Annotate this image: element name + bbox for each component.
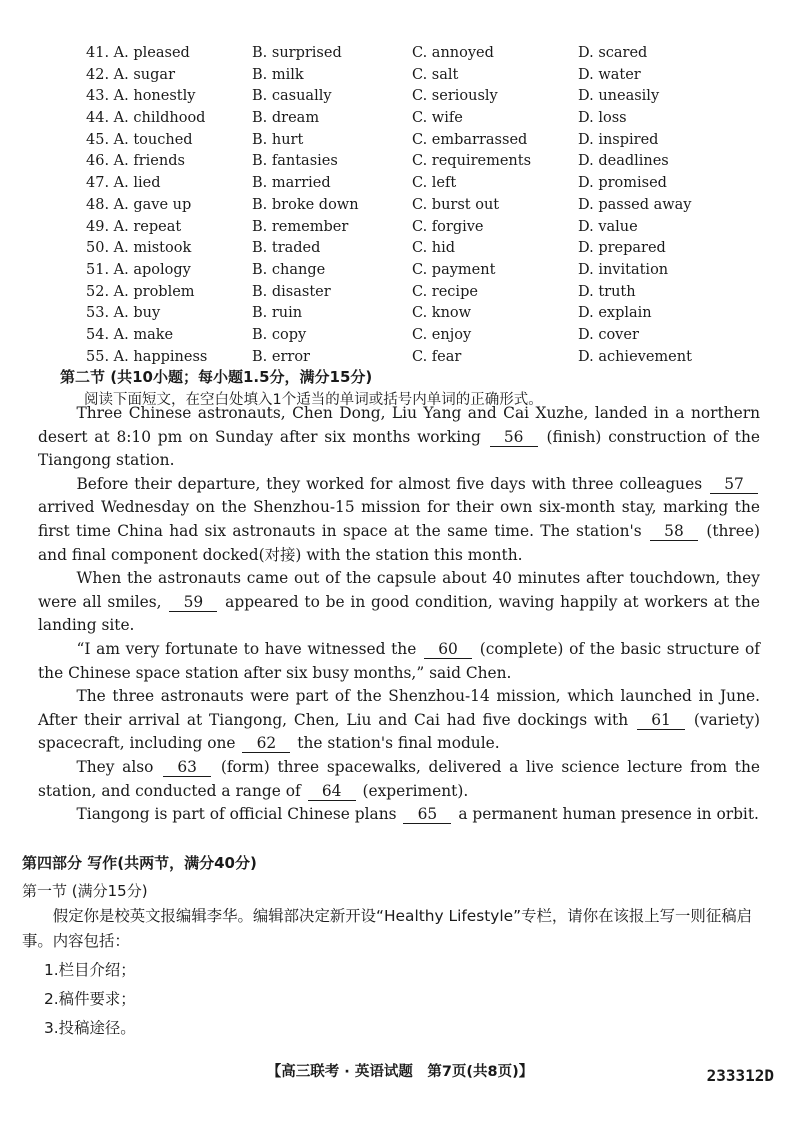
option-a[interactable]: 47. A. lied [86,175,161,192]
option-b[interactable]: B. error [252,348,310,365]
paragraph: When the astronauts came out of the capsule about 40 minutes after touchdown, they were all smiles, 59 appeared to be in good condition, waving happily at workers at the landing site. [38,569,760,635]
choice-row [0,325,800,347]
exam-code: 233312D [706,1066,774,1085]
option-c[interactable]: C. payment [412,261,496,278]
paragraph: They also 63 (form) three spacewalks, delivered a live science lecture from the station, and conducted a range of 64 (experiment). [38,757,760,800]
option-b[interactable]: B. copy [252,326,307,343]
option-b[interactable]: B. casually [252,88,332,105]
section-heading: 第二节 (共10小题；每小题1.5分，满分15分) [60,368,373,386]
option-b[interactable]: B. dream [252,110,320,127]
paragraph: The three astronauts were part of the Shenzhou-14 mission, which launched in June. After their arrival at Tiangong, Chen, Liu and Cai had five dockings with 61 (variety) spacecraft, including one 62 the station's final module. [38,687,760,753]
option-d[interactable]: D. truth [578,283,636,300]
choice-row [0,173,800,195]
option-a[interactable]: 45. A. touched [86,131,193,148]
option-a[interactable]: 53. A. buy [86,305,161,322]
option-a[interactable]: 41. A. pleased [86,45,190,61]
choice-row [0,260,800,282]
option-b[interactable]: B. milk [252,66,304,83]
requirement-item: 3.投稿途径。 [44,1019,136,1037]
section-instruction: 阅读下面短文，在空白处填入1个适当的单词或括号内单词的正确形式。 [84,392,543,408]
paragraph: Three Chinese astronauts, Chen Dong, Liu Yang and Cai Xuzhe, landed in a northern desert at 8:10 pm on Sunday after six months working 56 (finish) construction of the Tiangong station. [38,404,761,470]
option-c[interactable]: C. salt [412,66,459,83]
blank-62[interactable]: 62 [242,735,290,753]
option-a[interactable]: 52. A. problem [86,283,195,300]
option-c[interactable]: C. left [412,175,457,192]
option-c[interactable]: C. forgive [412,218,484,235]
option-d[interactable]: D. explain [578,305,652,322]
option-c[interactable]: C. wife [412,110,463,127]
option-d[interactable]: D. inspired [578,131,659,148]
choice-row [0,43,800,65]
option-d[interactable]: D. value [578,218,638,235]
choice-row [0,151,800,173]
paragraph: Tiangong is part of official Chinese plans 65 a permanent human presence in orbit. [76,805,759,824]
blank-59[interactable]: 59 [169,594,217,612]
option-d[interactable]: D. water [578,66,641,83]
option-d[interactable]: D. uneasily [578,88,660,105]
option-c[interactable]: C. recipe [412,283,478,300]
option-c[interactable]: C. hid [412,240,456,257]
option-b[interactable]: B. disaster [252,283,331,300]
option-d[interactable]: D. scared [578,45,648,61]
option-a[interactable]: 42. A. sugar [86,66,175,83]
choice-row [0,86,800,108]
option-b[interactable]: B. hurt [252,131,304,148]
option-b[interactable]: B. fantasies [252,153,338,170]
page-footer: 【高三联考 · 英语试题 第7页(共8页)】 [266,1064,534,1080]
option-a[interactable]: 54. A. make [86,326,174,343]
choice-row [0,130,800,152]
option-a[interactable]: 49. A. repeat [86,218,182,235]
option-b[interactable]: B. change [252,261,326,278]
blank-58[interactable]: 58 [650,523,698,541]
part4-section1-heading: 第一节 (满分15分) [22,882,148,900]
option-c[interactable]: C. fear [412,348,462,365]
choice-row [0,108,800,130]
blank-63[interactable]: 63 [163,759,211,777]
option-d[interactable]: D. achievement [578,348,692,365]
option-b[interactable]: B. broke down [252,196,359,213]
option-b[interactable]: B. remember [252,218,349,235]
choice-list [0,43,800,368]
blank-60[interactable]: 60 [424,641,472,659]
option-d[interactable]: D. deadlines [578,153,669,170]
option-a[interactable]: 48. A. gave up [86,196,192,213]
blank-65[interactable]: 65 [403,806,451,824]
option-a[interactable]: 55. A. happiness [86,348,208,365]
option-d[interactable]: D. invitation [578,261,669,278]
option-b[interactable]: B. surprised [252,45,342,61]
option-c[interactable]: C. annoyed [412,45,494,61]
option-a[interactable]: 51. A. apology [86,261,191,278]
blank-57[interactable]: 57 [710,476,758,494]
passage [38,402,760,827]
option-c[interactable]: C. seriously [412,88,498,105]
paragraph: Before their departure, they worked for almost five days with three colleagues 57 arrived Wednesday on the Shenzhou-15 mission for their own six-month stay, marking the first time China had six astronauts in space at the same time. The station's 58 (three) and final component docked(对接) with the station this month. [38,474,760,564]
option-a[interactable]: 43. A. honestly [86,88,196,105]
paragraph: “I am very fortunate to have witnessed the 60 (complete) of the basic structure of the Chinese space station after six busy months,” said Chen. [38,639,760,682]
option-d[interactable]: D. passed away [578,196,692,213]
writing-task: 假定你是校英文报编辑李华。编辑部决定新开设“Healthy Lifestyle”专栏，请你在该报上写一则征稿启事。内容包括： [22,907,752,950]
option-b[interactable]: B. married [252,175,331,192]
choice-row [0,303,800,325]
requirement-item: 1.栏目介绍； [44,961,136,979]
choice-row [0,195,800,217]
option-c[interactable]: C. know [412,305,472,322]
blank-61[interactable]: 61 [637,712,685,730]
requirement-item: 2.稿件要求； [44,990,136,1008]
option-a[interactable]: 44. A. childhood [86,110,206,127]
choice-row [0,282,800,304]
option-a[interactable]: 50. A. mistook [86,240,192,257]
part4-heading: 第四部分 写作(共两节，满分40分) [22,854,257,872]
option-d[interactable]: D. prepared [578,240,666,257]
choice-row [0,238,800,260]
option-c[interactable]: C. requirements [412,153,532,170]
blank-56[interactable]: 56 [490,429,538,447]
option-d[interactable]: D. loss [578,110,627,127]
option-b[interactable]: B. traded [252,240,321,257]
option-a[interactable]: 46. A. friends [86,153,185,170]
blank-64[interactable]: 64 [308,783,356,801]
option-c[interactable]: C. burst out [412,196,500,213]
choice-row [0,217,800,239]
option-d[interactable]: D. cover [578,326,639,343]
option-d[interactable]: D. promised [578,175,667,192]
choice-row [0,65,800,87]
option-c[interactable]: C. embarrassed [412,131,528,148]
option-c[interactable]: C. enjoy [412,326,472,343]
option-b[interactable]: B. ruin [252,305,303,322]
